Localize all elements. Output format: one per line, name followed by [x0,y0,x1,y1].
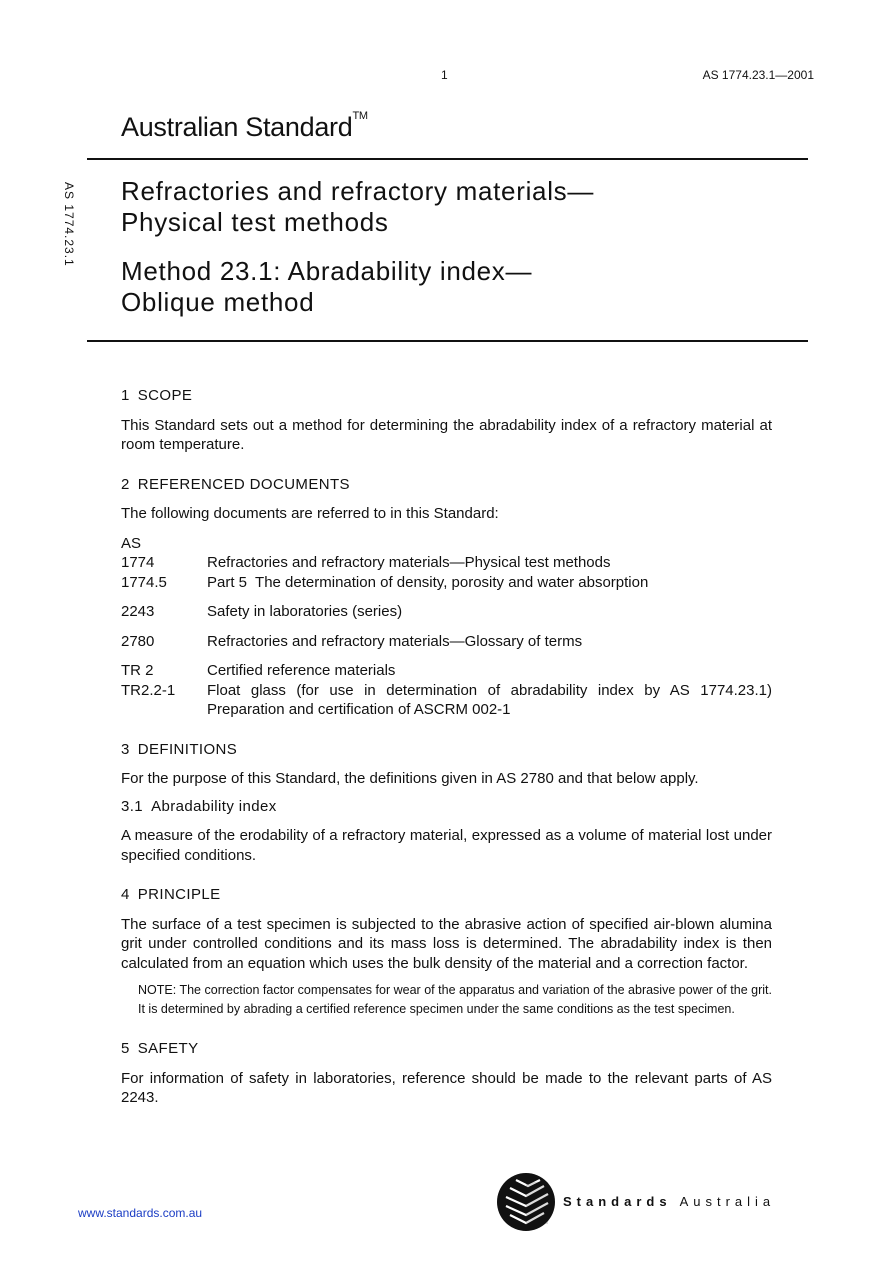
brand-name: Australian Standard [121,112,353,142]
principle-paragraph: The surface of a test specimen is subjected to the abrasive action of specified air-blown alumina grit under controlled conditions and its mass loss is determined. The abradability index is then calculated from an equation which uses the bulk density of the material and a correction factor. [121,915,772,972]
section-number: 1 [121,387,130,404]
document-id: AS 1774.23.1—2001 [702,68,814,82]
reference-group [121,602,772,622]
reference-item [121,661,772,681]
reference-list [121,534,772,720]
section-heading-safety [121,1039,772,1059]
method-title [121,256,801,318]
section-heading-text: SAFETY [137,1040,199,1057]
section-heading-principle [121,885,772,905]
title-line: Oblique method [121,287,315,317]
reference-item [121,632,772,652]
section-heading-text: PRINCIPLE [137,886,221,903]
section-heading-text: REFERENCED DOCUMENTS [137,475,350,493]
title-line: Refractories and refractory materials— [121,176,595,206]
reference-item [121,602,772,622]
section-number: 4 [121,886,130,903]
reference-title: Refractories and refractory materials—Glossary of terms [207,632,583,650]
principle-note: NOTE: The correction factor compensates for wear of the apparatus and variation of the abrasive power of the grit. It is determined by abrading a certified reference specimen under the same conditions as the test specimen. [138,983,772,1016]
reference-item [121,681,772,720]
logo-text [563,1194,775,1209]
page-number: 1 [441,68,448,82]
reference-code: TR 2 [121,662,154,679]
document-body [121,386,772,1128]
reference-group [121,632,772,652]
title-line: Physical test methods [121,207,389,237]
section-heading-definitions [121,740,772,760]
section-number: 2 [121,475,130,493]
reference-code: TR2.2-1 [121,681,176,699]
reference-code: 2243 [121,603,155,620]
section-number: 3 [121,740,130,758]
reference-code: 2780 [121,632,155,650]
top-rule [87,158,808,160]
logo-text-light: Australia [679,1194,776,1209]
title-line: Method 23.1: Abradability index— [121,256,533,286]
standards-australia-logo-icon [496,1172,556,1232]
reference-group [121,661,772,720]
reference-title: Safety in laboratories (series) [207,603,403,620]
reference-title: Refractories and refractory materials—Physical test methods [207,554,611,571]
section-heading-text: DEFINITIONS [137,740,238,758]
section-heading-text: SCOPE [137,387,193,404]
website-link[interactable]: www.standards.com.au [78,1206,203,1220]
reference-title: Float glass (for use in determination of abradability index by AS 1774.23.1) Preparation and certification of ASCRM 002-1 [207,681,772,718]
side-label: AS 1774.23.1 [62,182,76,267]
section-heading-scope [121,386,772,406]
reference-series-label: AS [121,534,142,552]
scope-paragraph: This Standard sets out a method for determining the abradability index of a refractory material at room temperature. [121,416,772,453]
reference-title [207,573,772,593]
safety-paragraph: For information of safety in laboratories, reference should be made to the relevant parts of AS 2243. [121,1069,772,1106]
brand-title [121,112,368,143]
subsection-heading [121,797,772,817]
section-number: 5 [121,1040,130,1057]
document-title [121,176,801,238]
subsection-heading-text: Abradability index [151,797,277,815]
reference-part: Part 5 [207,573,248,591]
bottom-rule [87,340,808,342]
reference-part-title: The determination of density, porosity and water absorption [255,573,649,591]
section-heading-references [121,475,772,495]
reference-item [121,553,772,573]
definition-paragraph: A measure of the erodability of a refractory material, expressed as a volume of material lost under specified conditions. [121,827,772,864]
subsection-number: 3.1 [121,797,144,815]
references-intro: The following documents are referred to in this Standard: [121,505,499,522]
definitions-paragraph: For the purpose of this Standard, the definitions given in AS 2780 and that below apply. [121,770,699,787]
trademark-mark: TM [352,110,368,122]
reference-code: 1774.5 [121,573,167,591]
logo-text-bold: Standards [563,1194,672,1209]
reference-group [121,534,772,593]
reference-title: Certified reference materials [207,662,396,679]
reference-code: 1774 [121,554,155,571]
reference-item [121,573,772,593]
